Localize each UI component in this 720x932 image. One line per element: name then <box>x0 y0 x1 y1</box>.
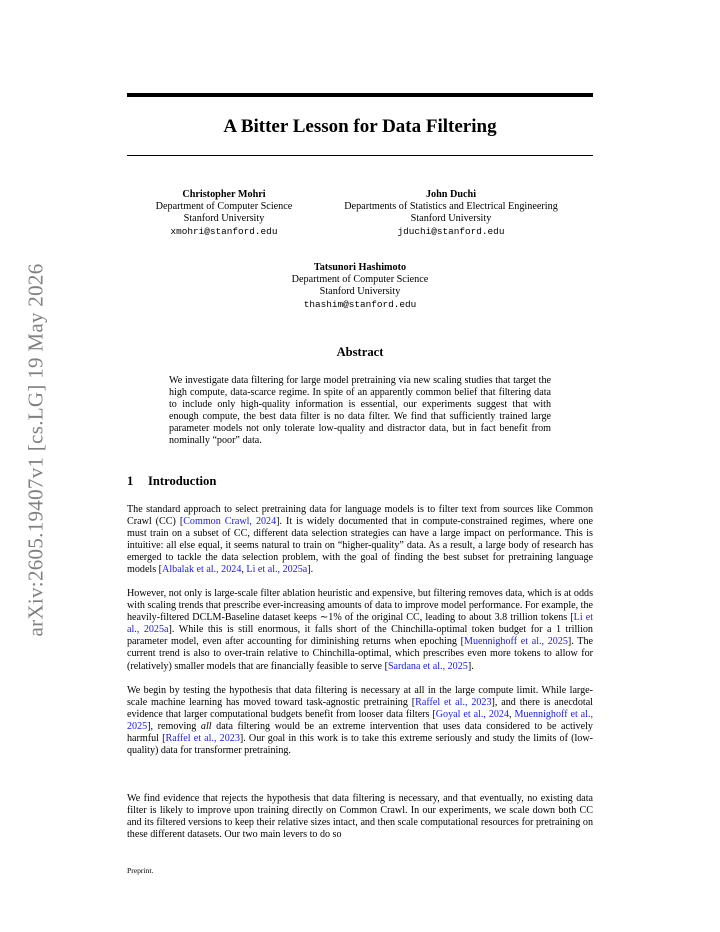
citation-link[interactable]: Common Crawl, 2024 <box>183 516 277 528</box>
citation-link[interactable]: Albalak et al., 2024 <box>162 564 242 576</box>
emphasis-text: all <box>200 721 212 733</box>
author-department: Departments of Statistics and Electrical Engineering <box>344 201 558 213</box>
citation-link[interactable]: Goyal et al., 2024 <box>435 709 510 721</box>
author-name: John Duchi <box>425 189 477 200</box>
author-name: Christopher Mohri <box>182 189 266 200</box>
intro-paragraph <box>127 504 593 577</box>
paragraph-text: ]. While this is still enormous, it falls short of the Chinchilla-optimal token budget for a 1 trillion parameter model, even after accounting for diminishing returns when epoching [ <box>127 624 593 648</box>
intro-paragraph <box>127 793 593 841</box>
author-university: Stanford University <box>183 213 265 225</box>
section-heading-introduction <box>127 474 216 489</box>
citation-link[interactable]: Li et al., 2025a <box>246 564 308 576</box>
citation-link[interactable]: Raffel et al., 2023 <box>165 733 240 745</box>
paragraph-text: The standard approach to select pretraining data for language models is to filter text from sources like Common Crawl (CC) [ <box>127 504 593 528</box>
author-email[interactable]: jduchi@stanford.edu <box>397 225 505 237</box>
paragraph-text: data filtering would be an extreme intervention that uses data considered to be actively harmful [ <box>127 721 593 745</box>
paper-title: A Bitter Lesson for Data Filtering <box>223 116 497 137</box>
intro-paragraph <box>127 588 593 673</box>
author-email[interactable]: thashim@stanford.edu <box>303 298 417 310</box>
author-block-duchi <box>322 189 580 238</box>
paragraph-text: We begin by testing the hypothesis that data filtering is necessary at all in the large compute limit. While large-scale machine learning has moved toward task-agnostic pretraining [ <box>127 685 593 709</box>
citation-link[interactable]: Muennighoff et al., 2025 <box>127 709 594 733</box>
paragraph-text: , <box>509 709 515 721</box>
title-bottom-rule <box>127 155 593 156</box>
paragraph-text: However, not only is large-scale filter ablation heuristic and expensive, but filtering removes data, which is at odds with scaling trends that prescribe ever-increasing amounts of data to improve model performance. For example, the heavily-filtered DCLM-Baseline dataset keeps ∼1% of the original CC, leading to about 3.8 trillion tokens [ <box>127 588 593 624</box>
paragraph-text: ]. The current trend is also to over-train relative to Chinchilla-optimal, which prescribes even more tokens to allow for (relatively) smaller models that are financially feasible to serve [ <box>127 636 593 672</box>
paragraph-text: We find evidence that rejects the hypothesis that data filtering is necessary, and that eventually, no existing data filter is likely to improve upon training directly on Common Crawl. In our experiments, we scale down both CC and its filtered versions to keep their relative sizes intact, and then scale computational resources for pretraining on these different datasets. Our two main levers to do so <box>127 793 593 841</box>
section-title: Introduction <box>148 474 217 488</box>
citation-link[interactable]: Li et al., 2025a <box>127 612 593 636</box>
citation-link[interactable]: Raffel et al., 2023 <box>415 697 492 709</box>
arxiv-identifier-text[interactable]: arXiv:2605.19407v1 [cs.LG] 19 May 2026 <box>23 263 48 637</box>
abstract-text: We investigate data filtering for large model pretraining via new scaling studies that target the high compute, data-scarce regime. In spite of an apparently common belief that filtering data to include only high-quality information is essential, our experiments suggest that with enough compute, the best data filter is no data filter. We find that sufficiently trained large parameter models not only tolerate low-quality and distractor data, but in fact benefit from nominally “poor” data. <box>169 375 551 447</box>
paragraph-text: ]. It is widely documented that in compute-constrained regimes, where one must train on a subset of CC, different data selection strategies can have a large impact on performance. This is intuitive: all else equal, it seems natural to train on “higher-quality” data. As a result, a large body of research has emerged to tackle the data selection problem, with the goal of finding the best subset for pretraining language models [ <box>127 516 593 576</box>
author-department: Department of Computer Science <box>291 274 429 286</box>
author-block-mohri <box>130 189 318 238</box>
author-name: Tatsunori Hashimoto <box>313 262 407 273</box>
citation-link[interactable]: Sardana et al., 2025 <box>387 660 468 672</box>
abstract-heading: Abstract <box>336 345 384 359</box>
citation-link[interactable]: Muennighoff et al., 2025 <box>463 636 568 648</box>
author-department: Department of Computer Science <box>155 201 293 213</box>
paragraph-text: ], and there is anecdotal evidence that larger computational budgets benefit from looser data filters [ <box>127 697 593 721</box>
author-university: Stanford University <box>319 286 401 298</box>
paragraph-text: ], removing <box>147 721 201 733</box>
paragraph-text: ]. <box>467 660 474 672</box>
author-email[interactable]: xmohri@stanford.edu <box>170 225 278 237</box>
paragraph-text: , <box>241 564 247 576</box>
title-top-rule <box>127 93 593 97</box>
footer-note: Preprint. <box>127 866 154 875</box>
author-university: Stanford University <box>410 213 492 225</box>
paragraph-text: ]. <box>307 564 314 576</box>
intro-paragraph <box>127 685 593 758</box>
section-number: 1 <box>127 474 134 488</box>
paragraph-text: ]. Our goal in this work is to take this extreme seriously and study the limits of (low-quality) data for transformer pretraining. <box>127 733 593 757</box>
author-block-hashimoto <box>260 262 460 311</box>
